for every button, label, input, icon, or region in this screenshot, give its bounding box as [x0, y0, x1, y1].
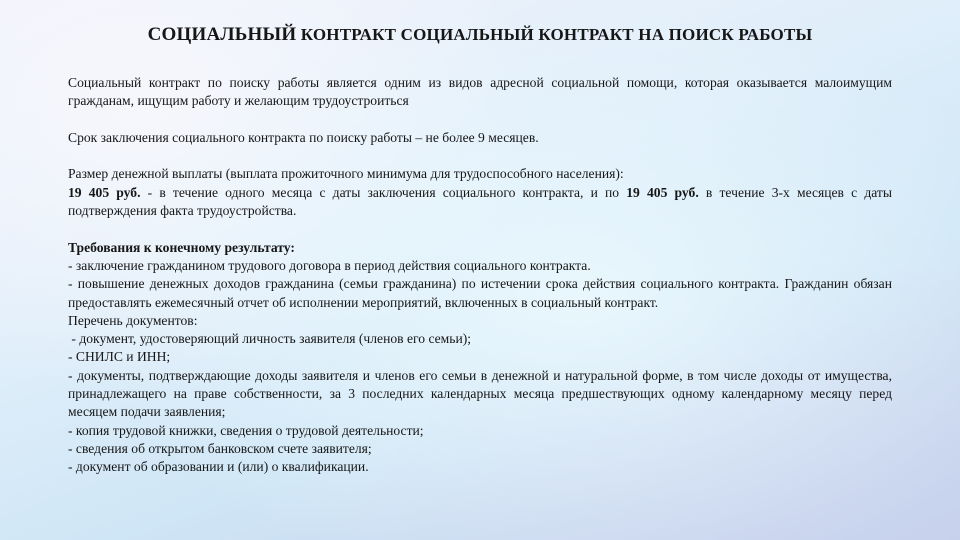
intro-paragraph: Социальный контракт по поиску работы является одним из видов адресной социальной помощи, которая оказывается малоимущим гражданам, ищущим работу и желающим трудоустроиться	[68, 75, 892, 109]
requirement-item: - заключение гражданином трудового договора в период действия социального контракта.	[68, 257, 591, 273]
requirements-heading-text: Требования к конечному результату:	[68, 239, 295, 255]
payment-heading: Размер денежной выплаты (выплата прожиточного минимума для трудоспособного населения):	[68, 166, 624, 182]
document-item: - сведения об открытом банковском счете заявителя;	[68, 440, 372, 456]
payment-amount-1: 19 405 руб.	[68, 184, 141, 200]
title-part2: КОНТРАКТ СОЦИАЛЬНЫЙ КОНТРАКТ НА ПОИСК РАБОТЫ	[300, 25, 813, 44]
document-item: - копия трудовой книжки, сведения о трудовой деятельности;	[68, 422, 424, 438]
payment-text-1: - в течение одного месяца с даты заключения социального контракта, и по	[140, 184, 627, 200]
payment-text-2: в течение 3-х месяцев с даты подтверждения факта трудоустройства.	[68, 184, 892, 219]
title-part1: СОЦИАЛЬНЫЙ	[147, 24, 297, 45]
requirement-item: - повышение денежных доходов гражданина (семьи гражданина) по истечении срока действия социального контракта. Гражданин обязан предоставлять ежемесячный отчет об исполнении мероприятий, включенных в социальный контракт.	[68, 276, 892, 310]
documents-heading: Перечень документов:	[68, 312, 198, 328]
term-paragraph: Срок заключения социального контракта по поиску работы – не более 9 месяцев.	[68, 129, 539, 145]
payment-amount-2: 19 405 руб.	[626, 184, 699, 200]
requirements-heading	[68, 239, 892, 257]
document-item: - документ об образовании и (или) о квалификации.	[68, 459, 369, 475]
document-item: - СНИЛС и ИНН;	[68, 349, 171, 365]
document-item: - документ, удостоверяющий личность заявителя (членов его семьи);	[68, 331, 472, 347]
payment-paragraph	[68, 184, 892, 221]
document-item: - документы, подтверждающие доходы заявителя и членов его семьи в денежной и натуральной форме, в том числе доходы от имущества, принадлежащего на праве собственности, за 3 последних календарных месяца предшествующих одному календарному месяцу перед месяцем подачи заявления;	[68, 367, 892, 420]
page-title	[0, 24, 960, 46]
document-body	[68, 74, 892, 477]
